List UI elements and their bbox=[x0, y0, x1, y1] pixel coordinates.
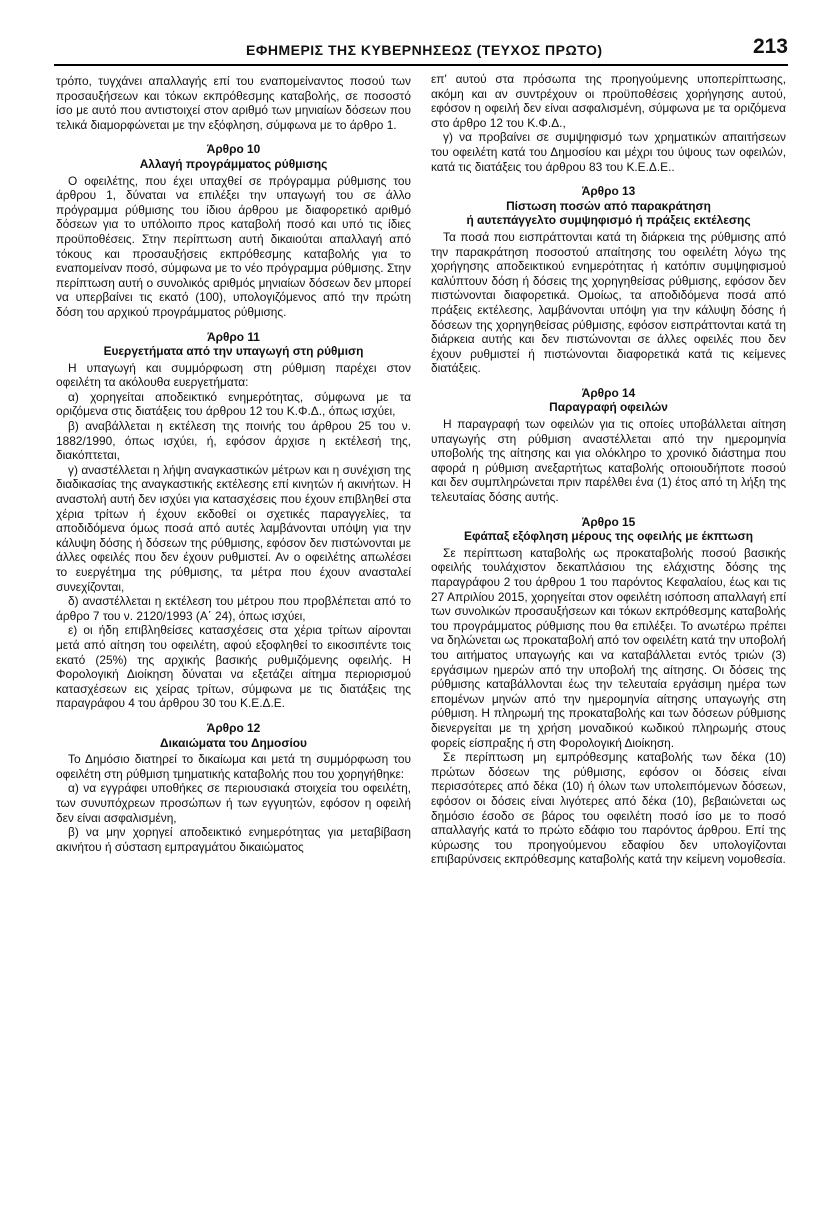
article-title: Πίστωση ποσών από παρακράτηση bbox=[506, 198, 711, 213]
paragraph: Σε περίπτωση καταβολής ως προκαταβολής ποσού βασικής οφειλής τουλάχιστον δεκαπλάσιου της ελάχιστης δόσης της παραγράφου 2 του άρθρου 1 του παρόντος Κεφαλαίου, έως και τις 27 Απριλίου 2015, χορηγείται στον οφειλέτη ισόποση απαλλαγή επί των συνολικών προσαυξήσεων και τόκων εκπρόθεσμης καταβολής του προγράμματος ρύθμισης που θα επιλέξει. Το ανωτέρω πρέπει να δηλώνεται ως προκαταβολή από τον οφειλέτη κατά την υποβολή του αιτήματος υπαγωγής και να καταβάλλεται εντός τριών (3) εργάσιμων ημερών από την υποβολή της αίτησης. Οι δόσεις της ρύθμισης καταβάλλονται έως την τελευταία εργάσιμη ημέρα των επομένων μηνών από την ημερομηνία αίτησης υπαγωγής στη ρύθμιση. Η πληρωμή της προκαταβολής και των δόσεων ρύθμισης διενεργείται με τη χρήση μοναδικού κωδικού πληρωμής στους φορείς είσπραξης ή στη Φορολογική Διοίκηση. bbox=[431, 545, 786, 750]
article-number: Άρθρο 13 bbox=[581, 184, 636, 199]
article-title: Παραγραφή οφειλών bbox=[549, 400, 668, 415]
paragraph: ε) οι ήδη επιβληθείσες κατασχέσεις στα χέρια τρίτων αίρονται μετά από αίτηση του οφειλέτη, αφού εξοφληθεί το εικοσιπέντε τοις εκατό (25%) της αρχικής βασικής ρυθμιζόμενης οφειλής. Η Φορολογική Διοίκηση δύναται να εξετάζει αίτημα περιορισμού κατασχέσεων εις χείρας τρίτων, σύμφωνα με τις διατάξεις της παραγράφου 4 του άρθρου 30 του Κ.Ε.Δ.Ε. bbox=[56, 623, 411, 711]
paragraph: γ) να προβαίνει σε συμψηφισμό των χρηματικών απαιτήσεων του οφειλέτη κατά του Δημοσίου και μέχρι του ύψους των οφειλών, κατά τις διατάξεις του άρθρου 83 του Κ.Ε.Δ.Ε.. bbox=[431, 130, 786, 174]
paragraph: Η υπαγωγή και συμμόρφωση στη ρύθμιση παρέχει στον οφειλέτη τα ακόλουθα ευεργετήματα: bbox=[56, 360, 411, 390]
article-number: Άρθρο 10 bbox=[206, 142, 261, 157]
page-number: 213 bbox=[752, 35, 788, 58]
article-number: Άρθρο 12 bbox=[206, 720, 261, 735]
paragraph: επ' αυτού στα πρόσωπα της προηγούμενης υποπερίπτωσης, ακόμη και αν συντρέχουν οι προϋποθέσεις χορήγησης αυτού, εφόσον η οφειλή δεν είναι ασφαλισμένη, σύμφωνα με τα οριζόμενα στο άρθρο 12 του Κ.Φ.Δ., bbox=[431, 72, 786, 130]
paragraph: β) αναβάλλεται η εκτέλεση της ποινής του άρθρου 25 του ν. 1882/1990, όπως ισχύει, ή, εφόσον άρχισε η εκτέλεσή της, διακόπτεται, bbox=[56, 419, 411, 463]
paragraph: β) να μην χορηγεί αποδεικτικό ενημερότητας για μεταβίβαση ακινήτου ή σύσταση εμπραγμάτου δικαιώματος bbox=[56, 825, 411, 854]
paragraph: α) χορηγείται αποδεικτικό ενημερότητας, σύμφωνα με τα οριζόμενα στις διατάξεις του άρθρου 12 του Κ.Φ.Δ., όπως ισχύει, bbox=[56, 389, 411, 419]
paragraph: Σε περίπτωση μη εμπρόθεσμης καταβολής των δέκα (10) πρώτων δόσεων της ρύθμισης, εφόσον οι δόσεις είναι περισσότερες από δέκα (10) ή όλων των υπολειπόμενων δόσεων, εφόσον οι δόσεις είναι λιγότερες από δέκα (10), βεβαιώνεται ως δημόσιο έσοδο σε βάρος του οφειλέτη ποσό ίσο με το ποσό απαλλαγής κατά το πρώτο εδάφιο του παρόντος άρθρου. Επί της κύρωσης του προηγούμενου εδαφίου δεν υπολογίζονται επιβαρύνσεις εκπρόθεσμης καταβολής κατά την κείμενη νομοθεσία. bbox=[431, 750, 786, 867]
paragraph: γ) αναστέλλεται η λήψη αναγκαστικών μέτρων και η συνέχιση της διαδικασίας της αναγκαστικής εκτέλεσης επί κινητών ή ακινήτων. Η αναστολή αυτή δεν ισχύει για κατασχέσεις που έχουν επιβληθεί στα χέρια τρίτων ή έχουν εκδοθεί οι σχετικές παραγγελίες, τα αποδιδόμενα όμως ποσά από αυτές λαμβάνονται υπόψη για την κάλυψη δόσης ή δόσεων της ρύθμισης, εφόσον δεν πιστώνονται με άλλες οφειλές που δεν έχουν ρυθμιστεί. Αν ο οφειλέτης απωλέσει το ευεργέτημα της ρύθμισης, τα μέτρα που έχουν ανασταλεί συνεχίζονται, bbox=[56, 462, 411, 594]
paragraph: Το Δημόσιο διατηρεί το δικαίωμα και μετά τη συμμόρφωση του οφειλέτη στη ρύθμιση τμηματικής καταβολής που του χορηγήθηκε: bbox=[56, 752, 411, 781]
paragraph: Η παραγραφή των οφειλών για τις οποίες υποβάλλεται αίτηση υπαγωγής στη ρύθμιση αναστέλλεται από την ημερομηνία υποβολής της αίτησης και για ολόκληρο το χρονικό διάστημα που αφορά η ρύθμιση ανεξαρτήτως καταβολής οποιουδήποτε ποσού και δεν συμπληρώνεται πριν παρέλθει ένα (1) έτος από τη λήξη της τελευταίας δόσης αυτής. bbox=[431, 417, 786, 505]
paragraph: Ο οφειλέτης, που έχει υπαχθεί σε πρόγραμμα ρύθμισης του άρθρου 1, δύναται να επιλέξει την υπαγωγή του σε άλλο πρόγραμμα ρύθμισης του ίδιου άρθρου με διαφορετικό αριθμό δόσεων για το υπόλοιπο προς καταβολή ποσό και υπό τις ίδιες προϋποθέσεις. Στην περίπτωση αυτή δικαιούται απαλλαγή από τόκους και προσαυξήσεις εκπρόθεσμης καταβολής για το εναπομείναν ποσό, σύμφωνα με το νέο πρόγραμμα ρύθμισης. Στην περίπτωση αυτή ο συνολικός αριθμός μηνιαίων δόσεων δεν μπορεί να υπερβαίνει τις εκατό (100), υπολογιζόμενος από την πρώτη δόση του αρχικού προγράμματος ρύθμισης. bbox=[56, 173, 411, 319]
article-title: Ευεργετήματα από την υπαγωγή στη ρύθμιση bbox=[103, 344, 364, 359]
article-title: Αλλαγή προγράμματος ρύθμισης bbox=[139, 156, 328, 171]
right-column bbox=[431, 72, 786, 867]
article-title: Εφάπαξ εξόφληση μέρους της οφειλής με έκπτωση bbox=[464, 529, 753, 544]
article-number: Άρθρο 11 bbox=[207, 329, 260, 344]
paragraph: Τα ποσά που εισπράττονται κατά τη διάρκεια της ρύθμισης από την παρακράτηση ποσοστού απαίτησης του οφειλέτη λόγω της χορήγησης αποδεικτικού ενημερότητας ή κατόπιν συμψηφισμού καλύπτουν δόση ή δόσεις της χορηγηθείσας ρύθμισης, εφόσον δεν πιστώνονται διαφορετικά. Ομοίως, τα αποδιδόμενα ποσά από πράξεις εκτέλεσης, λαμβάνονται υπόψη για την κάλυψη δόσης ή δόσεων της χορηγηθείσας ρύθμισης, εφόσον εισπράττονται κατά τη διάρκεια αυτής και δεν πιστώνονται σε άλλες οφειλές που δεν έχουν ρυθμιστεί ή πιστώνονται διαφορετικά κατά τις κείμενες διατάξεις. bbox=[431, 229, 786, 376]
article-number: Άρθρο 14 bbox=[581, 385, 636, 400]
gazette-title: ΕΦΗΜΕΡΙΣ ΤΗΣ ΚΥΒΕΡΝΗΣΕΩΣ (ΤΕΥΧΟΣ ΠΡΩΤΟ) bbox=[246, 42, 603, 58]
article-title-line-2: ή αυτεπάγγελτο συμψηφισμό ή πράξεις εκτέλεσης bbox=[466, 213, 751, 228]
article-title: Δικαιώματα του Δημοσίου bbox=[160, 735, 307, 750]
article-number: Άρθρο 15 bbox=[581, 514, 636, 529]
paragraph: δ) αναστέλλεται η εκτέλεση του μέτρου που προβλέπεται από το άρθρο 7 του ν. 2120/1993 (Α΄ 24), όπως ισχύει, bbox=[56, 594, 411, 623]
paragraph: α) να εγγράφει υποθήκες σε περιουσιακά στοιχεία του οφειλέτη, των συνυπόχρεων προσώπων ή των εγγυητών, εφόσον η οφειλή δεν είναι ασφαλισμένη, bbox=[56, 781, 411, 825]
page-header bbox=[54, 35, 788, 66]
paragraph: τρόπο, τυγχάνει απαλλαγής επί του εναπομείναντος ποσού των προσαυξήσεων και τόκων εκπρόθεσμης καταβολής, σε ποσοστό ίσο με αυτό που αντιστοιχεί στον αριθμό των μηνιαίων δόσεων που τελικά διαμορφώνεται με την εξόφληση, σύμφωνα με το άρθρο 1. bbox=[56, 74, 411, 132]
left-column bbox=[56, 74, 411, 854]
